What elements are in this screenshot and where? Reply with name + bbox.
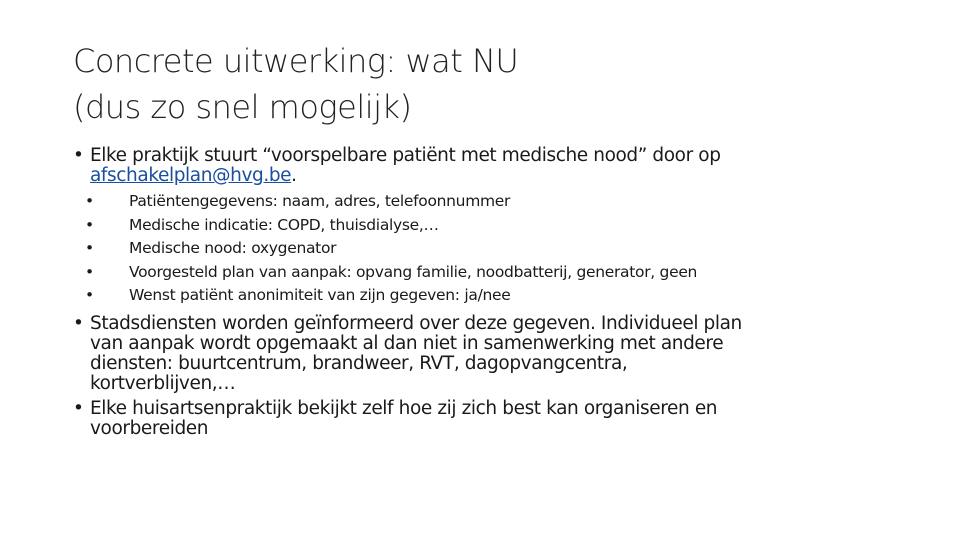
sub-item-marker: • bbox=[85, 215, 94, 234]
slide-body bbox=[73, 146, 873, 439]
sub-item-text: Voorgesteld plan van aanpak: opvang familie, noodbatterij, generator, geen bbox=[129, 262, 698, 281]
sub-item-anonymity bbox=[85, 284, 873, 308]
bullet-2-line-2: van aanpak wordt opgemaakt al dan niet in samenwerking met andere bbox=[90, 332, 724, 354]
sub-item-marker: • bbox=[85, 239, 94, 257]
slide-title bbox=[73, 38, 893, 130]
bullet-2-marker: • bbox=[73, 312, 84, 334]
bullet-1-link-line bbox=[90, 166, 873, 186]
sub-item-marker: • bbox=[85, 262, 94, 281]
bullet-3-line-2: voorbereiden bbox=[90, 417, 209, 439]
bullet-1 bbox=[73, 146, 873, 186]
sub-item-text: Patiëntengegevens: naam, adres, telefoonnummer bbox=[129, 192, 511, 210]
sub-item-patient-data bbox=[85, 190, 873, 214]
sub-item-text: Wenst patiënt anonimiteit van zijn gegeven: ja/nee bbox=[129, 286, 511, 304]
bullet-2 bbox=[73, 314, 873, 394]
sub-item-marker: • bbox=[85, 192, 94, 210]
slide-title-line-2: (dus zo snel mogelijk) bbox=[73, 88, 412, 126]
email-link[interactable]: afschakelplan@hvg.be bbox=[90, 165, 292, 186]
bullet-3-line-1: Elke huisartsenpraktijk bekijkt zelf hoe zij zich best kan organiseren en bbox=[90, 397, 718, 419]
bullet-3 bbox=[73, 399, 873, 439]
sub-item-marker: • bbox=[85, 286, 94, 304]
bullet-2-line-3: diensten: buurtcentrum, brandweer, RVT, dagopvangcentra, bbox=[90, 352, 628, 374]
bullet-2-line-1: Stadsdiensten worden geïnformeerd over deze gegeven. Individueel plan bbox=[90, 312, 742, 334]
sub-item-text: Medische indicatie: COPD, thuisdialyse,… bbox=[129, 215, 439, 234]
sub-item-action-plan bbox=[85, 261, 873, 285]
bullet-3-marker: • bbox=[73, 397, 84, 419]
bullet-1-period: . bbox=[291, 165, 297, 186]
bullet-1-marker: • bbox=[73, 145, 84, 166]
sub-item-medical-need bbox=[85, 237, 873, 261]
bullet-1-sublist bbox=[85, 190, 873, 308]
sub-item-medical-indication bbox=[85, 214, 873, 238]
bullet-2-line-4: kortverblijven,… bbox=[90, 372, 236, 394]
slide-title-line-1: Concrete uitwerking: wat NU bbox=[73, 42, 519, 80]
sub-item-text: Medische nood: oxygenator bbox=[129, 239, 337, 257]
bullet-1-text: Elke praktijk stuurt “voorspelbare patiënt met medische nood” door op bbox=[90, 145, 721, 166]
